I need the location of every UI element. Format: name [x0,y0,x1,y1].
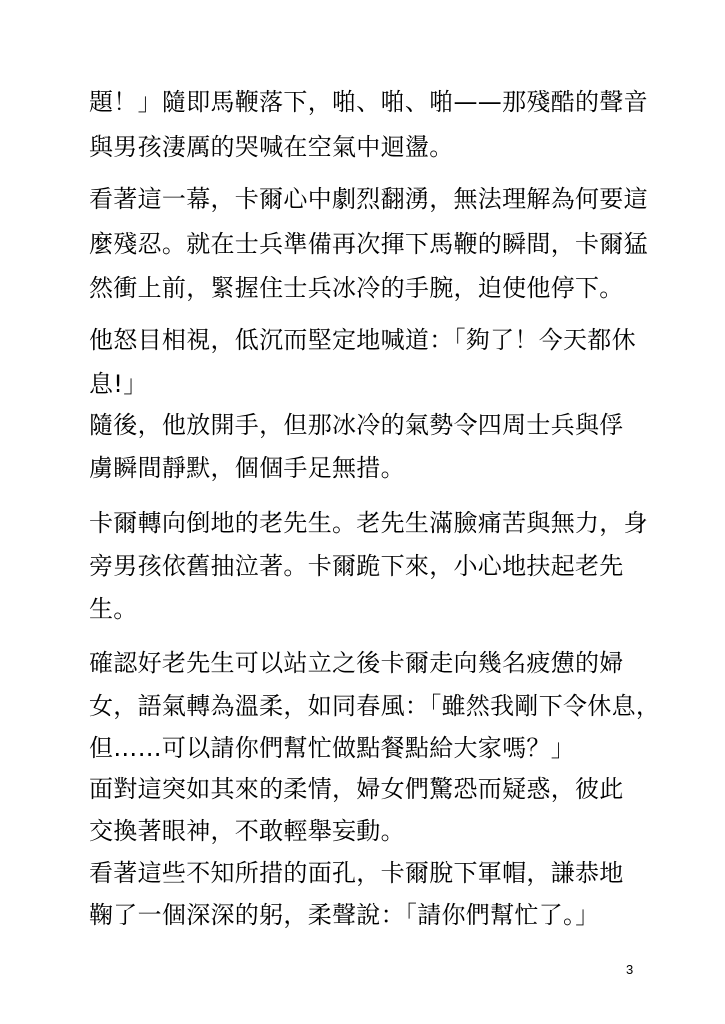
text-line: 看著這一幕，卡爾心中劇烈翻湧，無法理解為何要這 [89,185,648,213]
text-line: 鞠了一個深深的躬，柔聲說：「請你們幫忙了。」 [89,901,600,929]
text-line: 女，語氣轉為溫柔，如同春風：「雖然我剛下令休息， [89,692,661,720]
text-line: 看著這些不知所措的面孔，卡爾脫下軍帽，謙恭地 [89,859,624,887]
text-line: 生。 [89,595,138,623]
text-line: 虜瞬間靜默，個個手足無措。 [89,454,405,482]
text-line: 面對這突如其來的柔情，婦女們驚恐而疑惑，彼此 [89,775,624,803]
page-number: 3 [626,962,634,977]
text-line: 麼殘忍。就在士兵準備再次揮下馬鞭的瞬間，卡爾猛 [89,230,648,258]
text-line: 卡爾轉向倒地的老先生。老先生滿臉痛苦與無力，身 [89,509,648,537]
text-line: 交換著眼神，不敢輕舉妄動。 [89,817,405,845]
text-line: 他怒目相視，低沉而堅定地喊道：「夠了！今天都休 [89,326,636,354]
text-line: 題！」隨即馬鞭落下，啪、啪、啪——那殘酷的聲音 [89,88,648,116]
text-line: 旁男孩依舊抽泣著。卡爾跪下來，小心地扶起老先 [89,552,624,580]
text-line: 與男孩淒厲的哭喊在空氣中迴盪。 [89,133,454,161]
text-line: 然衝上前，緊握住士兵冰冷的手腕，迫使他停下。 [89,274,624,302]
text-line: 息!」 [89,370,148,398]
text-line: 確認好老先生可以站立之後卡爾走向幾名疲憊的婦 [89,649,624,677]
text-line: 但……可以請你們幫忙做點餐點給大家嗎？」 [89,734,575,762]
text-line: 隨後，他放開手，但那冰冷的氣勢令四周士兵與俘 [89,411,624,439]
